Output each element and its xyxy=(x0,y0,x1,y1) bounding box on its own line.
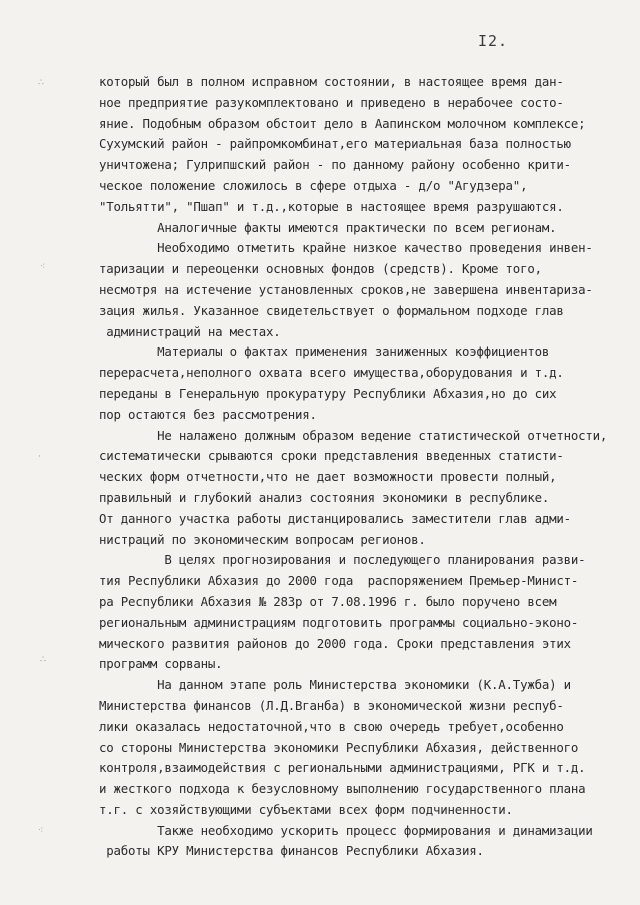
text-line: "Тольятти", "Пшап" и т.д.,которые в настоящее время разрушаются. xyxy=(99,198,564,214)
text-line: работы КРУ Министерства финансов Республики Абхазия. xyxy=(99,843,484,859)
text-line: систематически срываются сроки представления введенных статисти- xyxy=(99,448,564,464)
text-line: администраций на местах. xyxy=(99,323,281,339)
text-line: Министерства финансов (Л.Д.Вганба) в экономической жизни респуб- xyxy=(99,697,564,713)
text-line: программ сорваны. xyxy=(99,656,223,672)
text-line: ное предприятие разукомплектовано и приведено в нерабочее состо- xyxy=(99,94,564,110)
text-line: несмотря на истечение установленных сроков,не завершена инвентариза- xyxy=(99,281,593,297)
text-line: От данного участка работы дистанцировались заместители глав адми- xyxy=(99,510,571,526)
page-number: I2. xyxy=(478,32,509,50)
margin-smudge-mark: ∴ xyxy=(40,655,46,665)
text-line: В целях прогнозирования и последующего планирования разви- xyxy=(99,552,586,568)
text-line: со стороны Министерства экономики Республики Абхазия, действенного xyxy=(99,739,579,755)
text-line: переданы в Генеральную прокуратуру Республики Абхазия,но до сих xyxy=(99,385,557,401)
text-line: уничтожена; Гулрипшский район - по данному району особенно крити- xyxy=(99,157,571,173)
text-line: региональным администрациям подготовить программы социально-эконо- xyxy=(99,614,579,630)
margin-smudge-mark: ⁖ xyxy=(38,826,44,836)
text-line: Аналогичные факты имеются практически по всем регионам. xyxy=(99,219,557,235)
text-line: лики оказалась недостаточной,что в свою очередь требует,особенно xyxy=(99,718,564,734)
text-line: ра Республики Абхазия № 283р от 7.08.1996 г. было поручено всем xyxy=(99,593,557,609)
text-line: мического развития районов до 2000 года. Сроки представления этих xyxy=(99,635,571,651)
margin-smudge-mark: ⁖ xyxy=(40,262,46,272)
text-line: который был в полном исправном состоянии, в настоящее время дан- xyxy=(99,74,564,89)
text-line: и жесткого подхода к безусловному выполнению государственного плана xyxy=(99,781,586,797)
text-line: Необходимо отметить крайне низкое качество проведения инвен- xyxy=(99,240,593,256)
text-line: зация жилья. Указанное свидетельствует о формальном подходе глав xyxy=(99,302,564,318)
text-line: яние. Подобным образом обстоит дело в Аапинском молочном комплексе; xyxy=(99,115,586,131)
margin-smudge-mark: ∴ xyxy=(38,78,44,88)
text-line: пор остаются без рассмотрения. xyxy=(99,406,317,422)
text-line: Сухумский район - райпромкомбинат,его материальная база полностью xyxy=(99,136,571,152)
body-text xyxy=(99,72,629,862)
text-line: нистраций по экономическим вопросам регионов. xyxy=(99,531,426,547)
text-line: Материалы о фактах применения заниженных коэффициентов xyxy=(99,344,550,360)
text-line: перерасчета,неполного охвата всего имущества,оборудования и т.д. xyxy=(99,365,564,381)
text-line: таризации и переоценки основных фондов (средств). Кроме того, xyxy=(99,261,542,277)
text-line: ческих форм отчетности,что не дает возможности провести полный, xyxy=(99,469,557,485)
text-line: контроля,взаимодействия с региональными администрациями, РГК и т.д. xyxy=(99,760,586,776)
text-line: На данном этапе роль Министерства экономики (К.А.Тужба) и xyxy=(99,677,571,693)
text-line: Также необходимо ускорить процесс формирования и динамизации xyxy=(99,822,593,838)
text-line: ческое положение сложилось в сфере отдыха - д/о "Агудзера", xyxy=(99,177,528,193)
text-line: правильный и глубокий анализ состояния экономики в республике. xyxy=(99,489,550,505)
text-line: т.г. с хозяйствующими субъектами всех форм подчиненности. xyxy=(99,801,513,817)
text-line: тия Республики Абхазия до 2000 года распоряжением Премьер-Минист- xyxy=(99,573,579,589)
margin-smudge-mark: · xyxy=(38,452,41,462)
text-line: Не налажено должным образом ведение статистической отчетности, xyxy=(99,427,608,443)
